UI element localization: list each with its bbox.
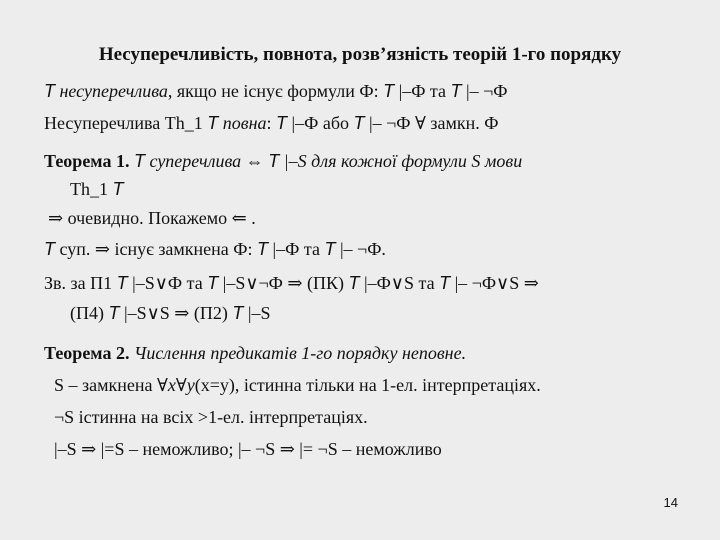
var-y: y: [186, 375, 195, 395]
proof-line-5: [54, 374, 541, 396]
theory-symbol: T: [348, 273, 360, 293]
text: Зв. за П1: [44, 273, 113, 293]
text: |– ¬Ф: [466, 81, 508, 101]
theory-symbol: T: [324, 239, 336, 259]
text: ¬S істинна на всіх >1-ел. інтерпретаціях.: [54, 407, 368, 427]
theory-symbol: T: [207, 113, 219, 133]
text: суп. ⇒ існує замкнена Ф:: [59, 239, 253, 259]
text: |–S∨S ⇒ (П2): [124, 303, 228, 323]
theory-symbol: T: [108, 303, 120, 323]
page-number: 14: [663, 495, 678, 510]
theory-symbol: T: [257, 239, 269, 259]
var-x: x: [167, 375, 176, 395]
text: ⇒ очевидно. Покажемо ⇐ .: [48, 208, 256, 228]
theory-symbol: T: [44, 81, 55, 101]
text: |– ¬Ф ∀ замкн. Ф: [369, 113, 499, 133]
text: , якщо не існує формули Ф:: [167, 81, 379, 101]
slide-title: Несуперечливість, повнота, розв’язність теорій 1-го порядку: [98, 44, 622, 65]
text: |–S: [247, 303, 271, 323]
text: |–Ф та: [398, 81, 446, 101]
theory-symbol: T: [353, 113, 365, 133]
theorem-2: [44, 342, 466, 364]
theory-symbol: T: [112, 179, 124, 199]
proof-line-7: [54, 438, 442, 460]
text: |– ¬Ф.: [339, 239, 386, 259]
text: |–Ф∨S та: [363, 273, 435, 293]
theorem-label: Теорема 1.: [44, 151, 130, 171]
proof-line-6: [54, 406, 368, 428]
proof-line-2: [44, 238, 386, 260]
text: ∀: [175, 375, 187, 395]
theory-symbol: T: [268, 151, 280, 171]
term-consistent: несуперечлива: [59, 81, 168, 101]
text: Th_1: [70, 179, 108, 199]
proof-line-1: [48, 207, 256, 229]
text: Несуперечлива Th_1: [44, 113, 203, 133]
text: :: [266, 113, 272, 133]
text: |–S для кожної формули S мови: [283, 151, 523, 171]
theory-symbol: T: [44, 239, 55, 259]
theorem-1: [44, 150, 522, 172]
text: суперечлива ⇔: [149, 151, 264, 171]
proof-line-4: [70, 302, 271, 324]
theory-symbol: T: [232, 303, 244, 323]
text: |–S∨¬Ф ⇒ (ПК): [222, 273, 344, 293]
text: (П4): [70, 303, 104, 323]
theory-symbol: T: [133, 151, 145, 171]
text: |–Ф або: [291, 113, 350, 133]
line-definition-complete: [44, 112, 498, 134]
theorem-label: Теорема 2.: [44, 343, 130, 363]
text: |– ¬Ф∨S ⇒: [454, 273, 539, 293]
text: S – замкнена ∀: [54, 375, 168, 395]
proof-line-3: [44, 272, 539, 294]
theory-symbol: T: [383, 81, 395, 101]
text: Числення предикатів 1-го порядку неповне.: [133, 343, 467, 363]
theory-symbol: T: [439, 273, 451, 293]
theorem-1-continued: [70, 178, 124, 200]
text: |–S ⇒ |=S – неможливо; |– ¬S ⇒ |= ¬S – неможливо: [54, 439, 442, 459]
line-definition-consistent: [44, 80, 507, 102]
text: |–Ф та: [272, 239, 320, 259]
text: |–S∨Ф та: [132, 273, 203, 293]
theory-symbol: T: [450, 81, 462, 101]
term-complete: повна: [222, 113, 267, 133]
theory-symbol: T: [207, 273, 219, 293]
text: (x=y), істинна тільки на 1-ел. інтерпретаціях.: [194, 375, 541, 395]
theory-symbol: T: [276, 113, 288, 133]
theory-symbol: T: [116, 273, 128, 293]
